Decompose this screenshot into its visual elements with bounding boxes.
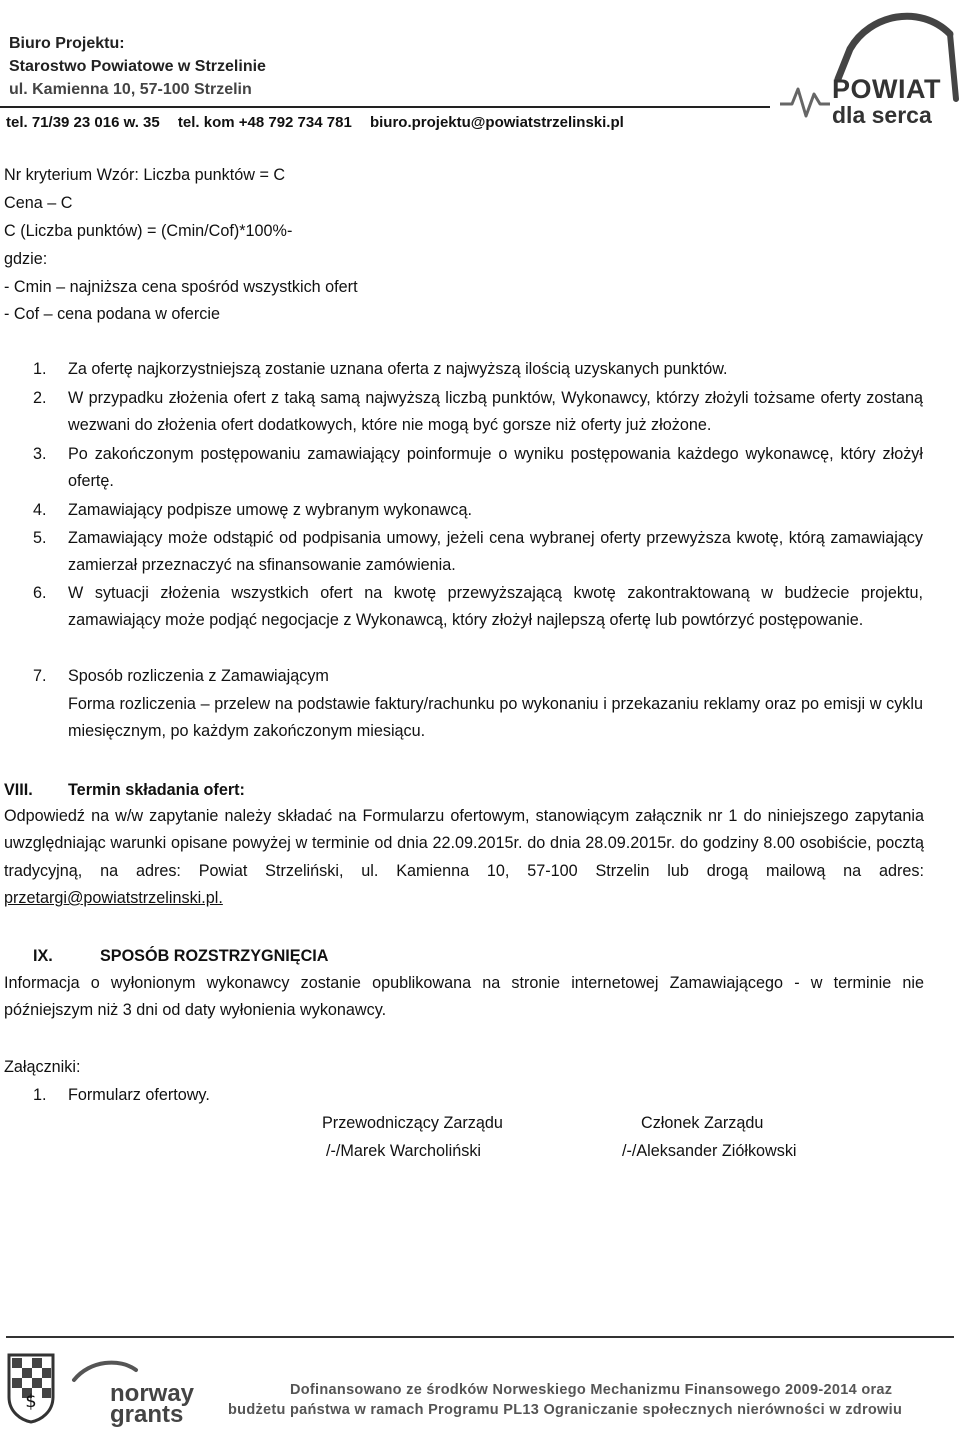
list-item: Zamawiający może odstąpić od podpisania umowy, jeżeli cena wybranej oferty przewyższa kwotę, którą zamawiający zamierzał przeznaczyć na sfinansowanie zamówienia. (68, 529, 923, 574)
criteria-line-6: - Cof – cena podana w ofercie (4, 305, 220, 323)
signature-left-name: /-/Marek Warcholiński (326, 1142, 482, 1160)
header-email: biuro.projektu@powiatstrzelinski.pl (369, 114, 624, 131)
attachment-number: 1. (33, 1086, 47, 1104)
header-contact (6, 114, 638, 131)
list-item-number: 6. (33, 584, 47, 602)
attachment-item: Formularz ofertowy. (68, 1086, 210, 1104)
footer-divider (6, 1336, 954, 1338)
norway-grants-line-2: grants (110, 1401, 184, 1428)
section-8-text: Odpowiedź na w/w zapytanie należy składać na Formularzu ofertowym, stanowiącym załącznik nr 1 do niniejszego zapytania uwzględniając warunki opisane powyżej w terminie od dnia 22.09.2015r. do dnia 28.09.2015r. do godziny 8.00 osobiście, pocztą tradycyjną, na adres: Powiat Strzeliński, ul. Kamienna 10, 57-100 Strzelin lub drogą mailową na adres: (4, 807, 924, 880)
signature-right-role: Członek Zarządu (641, 1114, 764, 1132)
header-divider (0, 106, 770, 108)
logo-title: POWIAT (832, 74, 941, 104)
criteria-line-5: - Cmin – najniższa cena spośród wszystkich ofert (4, 278, 358, 296)
list-item-number: 5. (33, 529, 47, 547)
norway-grants-line-1: norway (110, 1380, 195, 1407)
list-item: Po zakończonym postępowaniu zamawiający poinformuje o wyniku postępowania każdego wykonawcę, który złożył ofertę. (68, 445, 923, 490)
list-item-number: 7. (33, 667, 47, 685)
header-phone: tel. 71/39 23 016 w. 35 (6, 114, 160, 131)
list-item: Zamawiający podpisze umowę z wybranym wykonawcą. (68, 501, 472, 519)
funding-line-2: budżetu państwa w ramach Programu PL13 Ograniczanie społecznych nierówności w zdrowiu (228, 1402, 903, 1418)
tender-email-link[interactable]: przetargi@powiatstrzelinski.pl. (4, 888, 223, 907)
logo-subtitle: dla serca (832, 102, 932, 128)
section-8-title: Termin składania ofert: (68, 781, 245, 799)
attachments-label: Załączniki: (4, 1058, 81, 1076)
section-9-title: SPOSÓB ROZSTRZYGNIĘCIA (100, 947, 329, 965)
criteria-line-3: C (Liczba punktów) = (Cmin/Cof)*100%- (4, 222, 293, 240)
section-9-body: Informacja o wyłonionym wykonawcy zostanie opublikowana na stronie internetowej Zamawiającego - w terminie nie późniejszym niż 3 dni od daty wyłonienia wykonawcy. (4, 974, 924, 1020)
svg-text:$: $ (25, 1391, 37, 1412)
list-item: Sposób rozliczenia z Zamawiającym (68, 667, 329, 685)
list-item: Za ofertę najkorzystniejszą zostanie uznana oferta z najwyższą ilością uzyskanych punktów. (68, 360, 728, 378)
section-8-number: VIII. (4, 781, 33, 799)
powiat-logo (760, 4, 960, 130)
signature-right-name: /-/Aleksander Ziółkowski (622, 1142, 797, 1160)
list-item: W przypadku złożenia ofert z taką samą najwyższą liczbą punktów, Wykonawcy, którzy złożyli tożsame oferty zostaną wezwani do złożenia ofert dodatkowych, które nie mogą być gorsze niż oferty już złożone. (68, 389, 923, 434)
header-office-label: Biuro Projektu: (9, 35, 125, 52)
header-office-name: Starostwo Powiatowe w Strzelinie (9, 58, 266, 75)
funding-line-1: Dofinansowano ze środków Norweskiego Mechanizmu Finansowego 2009-2014 oraz (290, 1382, 893, 1398)
list-item-number: 2. (33, 389, 47, 407)
header-mobile: tel. kom +48 792 734 781 (177, 114, 352, 131)
criteria-line-1: Nr kryterium Wzór: Liczba punktów = C (4, 166, 286, 184)
list-item: W sytuacji złożenia wszystkich ofert na kwotę przewyższającą kwotę zakontraktowaną w budżecie projektu, zamawiający może podjąć negocjacje z Wykonawcą, który złożył najlepszą ofertę lub powtórzyć postępowanie. (68, 584, 923, 629)
coat-of-arms-icon (6, 1352, 56, 1424)
list-item-number: 3. (33, 445, 47, 463)
section-8-body (4, 803, 924, 912)
header-address: ul. Kamienna 10, 57-100 Strzelin (9, 81, 252, 98)
list-item-number: 4. (33, 501, 47, 519)
criteria-line-2: Cena – C (4, 194, 73, 212)
signature-left-role: Przewodniczący Zarządu (322, 1114, 503, 1132)
section-9-number: IX. (33, 947, 53, 965)
criteria-line-4: gdzie: (4, 250, 48, 268)
list-item-number: 1. (33, 360, 47, 378)
settlement-detail: Forma rozliczenia – przelew na podstawie faktury/rachunku po wykonaniu i przekazaniu reklamy oraz po emisji w cyklu miesięcznym, po każdym zakończonym miesiącu. (68, 695, 923, 740)
